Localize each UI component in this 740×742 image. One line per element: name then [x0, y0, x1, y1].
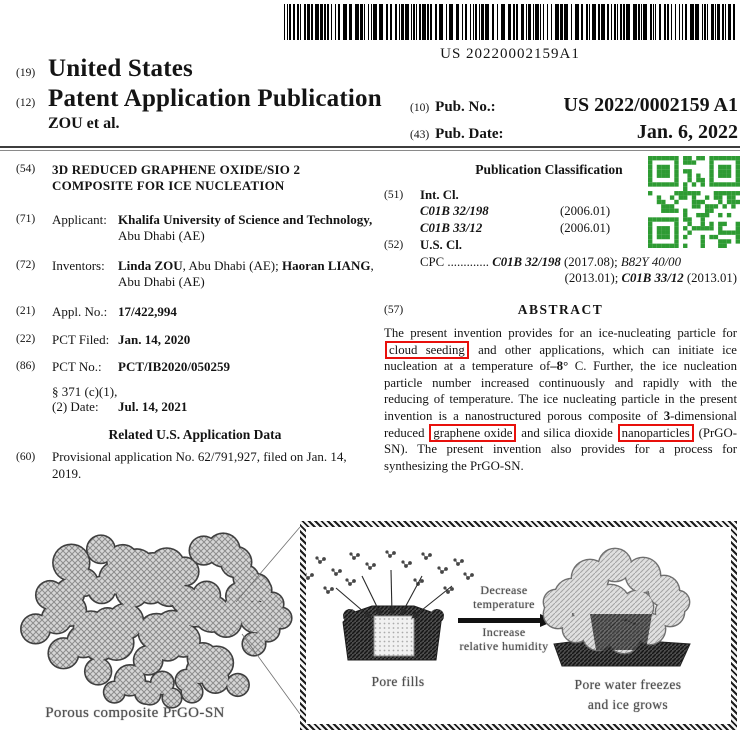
text-run: , Abu Dhabi (AE): [118, 258, 374, 289]
abstract-heading-row: [384, 302, 737, 318]
text-run: and silica dioxide: [517, 425, 617, 440]
field-57-num: (57): [384, 303, 404, 316]
field-72-inventors: [16, 258, 374, 289]
pub-date-value: Jan. 6, 2022: [636, 121, 738, 143]
text-run: Linda ZOU: [118, 258, 183, 273]
provisional-text: Provisional application No. 62/791,927, filed on Jan. 14, 2019.: [52, 449, 347, 481]
arrow-label-decrease: Decrease: [480, 583, 528, 597]
text-run: –8°: [550, 359, 569, 374]
pore-freezes-label-line2: and ice grows: [587, 697, 669, 712]
country-label: United States: [48, 55, 193, 82]
int-cl-label: Int. Cl.: [420, 187, 459, 202]
pct-filed-label: PCT Filed:: [52, 331, 110, 347]
doc-type: Patent Application Publication: [48, 85, 382, 112]
pct-no-value: PCT/IB2020/050259: [118, 359, 230, 374]
related-data-heading: Related U.S. Application Data: [108, 426, 282, 442]
pore-fills-label: Pore fills: [371, 674, 425, 689]
text-run: (2013.01): [683, 271, 737, 285]
s371-date-value: Jul. 14, 2021: [118, 399, 188, 414]
cpc-block: [420, 254, 737, 287]
field-54-num: (54): [16, 163, 36, 175]
applicant-label: Applicant:: [52, 212, 107, 227]
kind-code-19: (19): [16, 67, 36, 79]
highlight-box: graphene oxide: [429, 424, 516, 442]
field-21-appl-no: [16, 304, 374, 320]
barcode-bars: [284, 4, 736, 40]
text-run: C. Further, the ice nucleation particle number increased continuously and rapidly with the reducing of temperature. The ice nucleating particle in the present invention is a nanostructured porous composite of: [384, 359, 737, 423]
header-left: [16, 54, 382, 133]
field-72-num: (72): [16, 259, 36, 271]
spacer-371: [16, 384, 52, 400]
s371-date-label: (2) Date:: [52, 399, 99, 414]
classification-heading: Publication Classification: [475, 162, 623, 177]
field-60-num: (60): [16, 451, 36, 463]
field-86-pct-no: [16, 359, 374, 375]
text-run: Haoran LIANG: [281, 258, 371, 273]
text-run: (2017.08);: [560, 254, 621, 269]
field-371-line1: [16, 384, 374, 400]
text-run: -dimensional reduced: [384, 408, 737, 440]
text-run: and other applications, which can initiate ice nucleation at a temperature of: [384, 342, 737, 374]
text-run: , Abu Dhabi (AE);: [182, 258, 282, 273]
biblio-column: [16, 162, 374, 482]
int-cl-code: C01B 33/12: [420, 220, 483, 235]
appl-no-label: Appl. No.:: [52, 304, 108, 319]
kind-code-10: (10): [410, 102, 430, 114]
qr-code-image: [648, 156, 740, 248]
int-cl-date: (2006.01): [560, 220, 611, 235]
invention-title: 3D REDUCED GRAPHENE OXIDE/SIO 2 COMPOSITE FOR ICE NUCLEATION: [52, 162, 301, 193]
text-run: (2013.01);: [564, 271, 622, 285]
field-86-num: (86): [16, 360, 36, 372]
field-22-pct-filed: [16, 332, 374, 348]
text-run: Abu Dhabi (AE): [118, 227, 205, 243]
barcode-text: US 20220002159A1: [440, 46, 580, 62]
text-run: B82Y 40/00: [620, 254, 681, 269]
int-cl-code: C01B 32/198: [420, 204, 489, 218]
appl-no-value: 17/422,994: [118, 304, 177, 319]
field-21-num: (21): [16, 305, 36, 317]
inventors-value: [118, 258, 374, 289]
porous-composite-drawing: [20, 532, 293, 708]
pub-no-value: US 2022/0002159 A1: [563, 94, 738, 116]
pct-filed-value: Jan. 14, 2020: [118, 331, 191, 347]
field-22-num: (22): [16, 332, 36, 345]
pub-no-label: Pub. No.:: [435, 99, 496, 115]
spacer-371b: [16, 399, 52, 415]
qr-code: [648, 156, 740, 248]
field-371-date: [16, 399, 374, 415]
field-71-applicant: [16, 212, 374, 243]
us-cl-label: U.S. Cl.: [420, 238, 462, 252]
field-52-num: (52): [384, 239, 404, 251]
kind-code-12: (12): [16, 97, 36, 109]
pub-date-label: Pub. Date:: [435, 126, 504, 142]
s371-text: § 371 (c)(1),: [52, 383, 118, 399]
inventors-label: Inventors:: [52, 258, 105, 273]
arrow-label-humidity: relative humidity: [459, 639, 549, 653]
highlight-box: cloud seeding: [385, 341, 469, 359]
authors: ZOU et al.: [48, 115, 120, 132]
applicant-value: [118, 212, 374, 243]
pore-freezes-label-line1: Pore water freezes: [574, 677, 682, 692]
arrow-label-increase: Increase: [482, 625, 526, 639]
kind-code-43: (43): [410, 129, 430, 141]
highlight-box: nanoparticles: [618, 424, 694, 442]
text-run: (PrGO-SN). The present invention also provides for a process for synthesizing the PrGO-SN.: [384, 425, 737, 473]
arrow-label-temperature: temperature: [473, 597, 535, 611]
abstract-text: [384, 325, 737, 474]
porous-composite-label: Porous composite PrGO-SN: [45, 705, 225, 721]
field-54-title: [16, 162, 374, 194]
cpc-line2: [420, 270, 737, 287]
header-divider: [0, 146, 740, 151]
cpc-line1: [420, 254, 737, 271]
field-51-num: (51): [384, 188, 404, 201]
text-run: C01B 32/198: [492, 254, 561, 269]
text-run: Khalifa University of Science and Technology,: [118, 212, 373, 227]
pct-no-label: PCT No.:: [52, 359, 102, 374]
int-cl-date: (2006.01): [560, 204, 611, 218]
text-run: CPC: [420, 254, 448, 269]
header-right: [410, 93, 738, 147]
text-run: The present invention provides for an ice-nucleating particle for: [384, 326, 737, 340]
field-71-num: (71): [16, 213, 36, 225]
text-run: C01B 33/12: [621, 271, 684, 285]
abstract-heading: ABSTRACT: [517, 301, 604, 317]
field-60-provisional: [16, 449, 374, 482]
text-run: 3: [663, 408, 671, 423]
text-run: .............: [447, 254, 493, 269]
